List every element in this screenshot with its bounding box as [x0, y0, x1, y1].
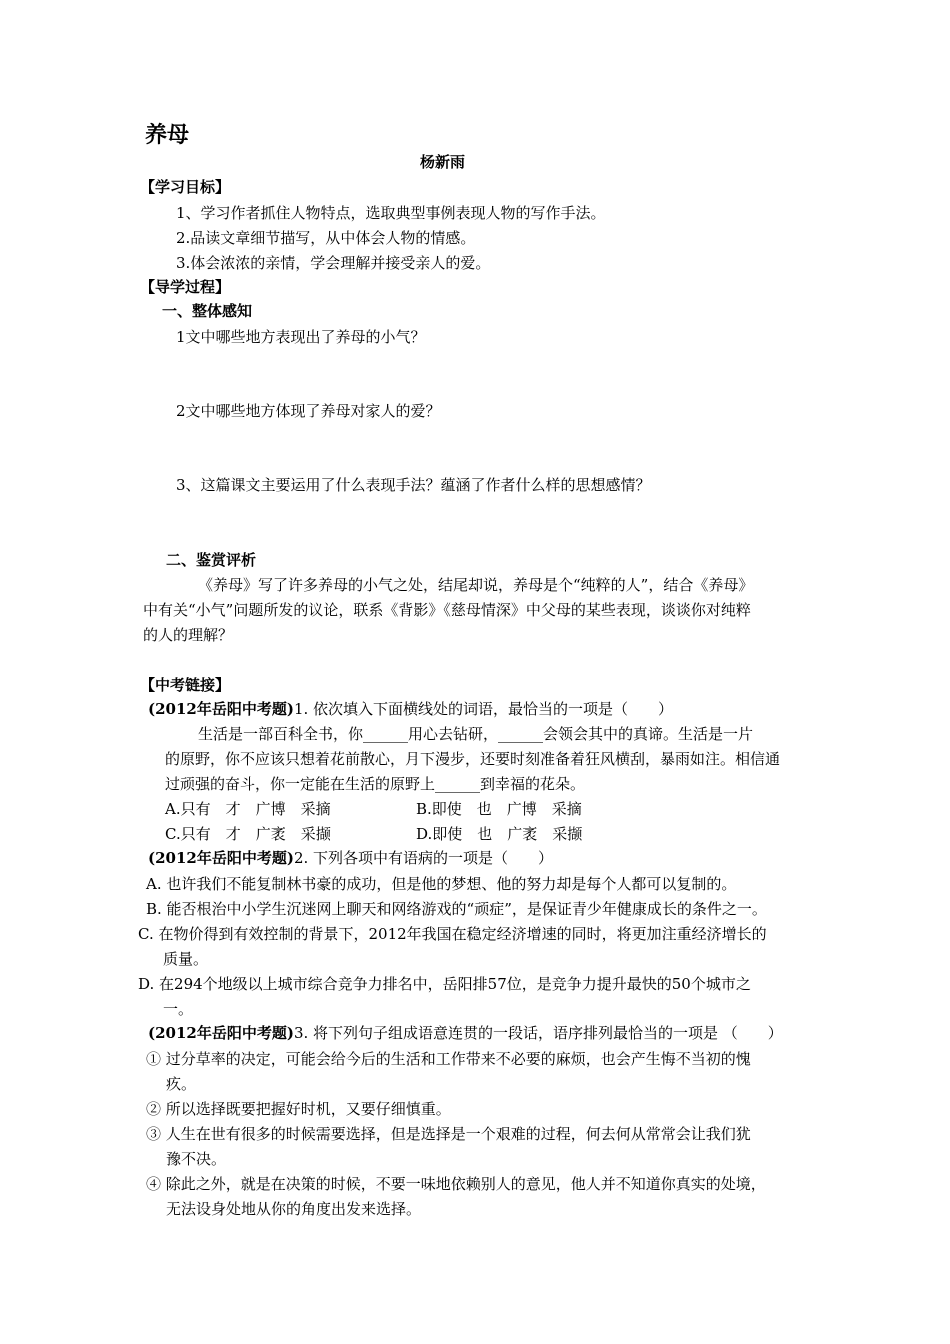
q1-option-c: C.只有 才 广袤 采撷: [165, 825, 331, 843]
q2-option: A. 也许我们不能复制林书豪的成功，但是他的梦想、他的努力却是每个人都可以复制的。: [146, 875, 737, 893]
objectives-header: 【学习目标】: [140, 178, 231, 196]
q3-item-cont: 无法设身处地从你的角度出发来选择。: [166, 1200, 422, 1218]
q1-passage-line: 过顽强的奋斗，你一定能在生活的原野上______到幸福的花朵。: [165, 775, 586, 793]
section2-heading: 二、鉴赏评析: [166, 551, 257, 569]
q3-item: ① 过分草率的决定，可能会给今后的生活和工作带来不必要的麻烦，也会产生悔不当初的愧: [146, 1050, 751, 1068]
objective-item: 2.品读文章细节描写，从中体会人物的情感。: [176, 229, 476, 247]
q1-passage-line: 的原野，你不应该只想着花前散心，月下漫步，还要时刻准备着狂风横刮，暴雨如注。相信通: [165, 750, 781, 768]
question-3: [148, 1023, 783, 1043]
section2-line: 中有关“小气”问题所发的议论，联系《背影》《慈母情深》中父母的某些表现，谈谈你对纯粹: [143, 601, 751, 619]
q2-option-cont: 一。: [163, 1000, 194, 1018]
q2-source: (2012年岳阳中考题): [148, 849, 294, 867]
q1-option-a: A.只有 才 广博 采摘: [165, 800, 331, 818]
q3-source: (2012年岳阳中考题): [148, 1024, 294, 1042]
objective-item: 1、学习作者抓住人物特点，选取典型事例表现人物的写作手法。: [176, 204, 606, 222]
section1-heading: 一、整体感知: [162, 302, 253, 320]
q1-passage-line: 生活是一部百科全书，你______用心去钻研，______会领会其中的真谛。生活是一片: [198, 725, 754, 743]
question-2: [148, 848, 553, 868]
q1-stem: 1. 依次填入下面横线处的词语，最恰当的一项是（ ）: [293, 700, 674, 718]
q3-stem: 3. 将下列句子组成语意连贯的一段话，语序排列最恰当的一项是 （ ）: [293, 1024, 783, 1042]
page-title: 养母: [145, 123, 190, 148]
q2-stem: 2. 下列各项中有语病的一项是（ ）: [293, 849, 554, 867]
q2-option-cont: 质量。: [163, 950, 209, 968]
question-1: [148, 699, 673, 719]
exam-header: 【中考链接】: [140, 676, 231, 694]
process-header: 【导学过程】: [140, 278, 231, 296]
objective-item: 3.体会浓浓的亲情，学会理解并接受亲人的爱。: [176, 254, 491, 272]
q2-option: D. 在294个地级以上城市综合竞争力排名中，岳阳排57位，是竞争力提升最快的50个城市之: [138, 975, 751, 993]
author: 杨新雨: [420, 153, 466, 171]
q1-source: (2012年岳阳中考题): [148, 700, 294, 718]
q3-item-cont: 豫不决。: [166, 1150, 227, 1168]
q2-option: C. 在物价得到有效控制的背景下，2012年我国在稳定经济增速的同时，将更加注重经济增长的: [138, 925, 767, 943]
question: 1文中哪些地方表现出了养母的小气？: [176, 328, 426, 346]
q3-item: ② 所以选择既要把握好时机，又要仔细慎重。: [146, 1100, 451, 1118]
q3-item-cont: 疚。: [166, 1075, 197, 1093]
question: 2文中哪些地方体现了养母对家人的爱？: [176, 402, 441, 420]
q3-item: ④ 除此之外，就是在决策的时候，不要一味地依赖别人的意见，他人并不知道你真实的处境，: [146, 1175, 766, 1193]
q1-option-b: B.即使 也 广博 采摘: [416, 800, 582, 818]
q1-option-d: D.即使 也 广袤 采撷: [416, 825, 583, 843]
question: 3、这篇课文主要运用了什么表现手法？蕴涵了作者什么样的思想感情？: [176, 476, 651, 494]
section2-line: 的人的理解？: [143, 626, 234, 644]
section2-line: 《养母》写了许多养母的小气之处，结尾却说，养母是个“纯粹的人”，结合《养母》: [198, 576, 754, 594]
q2-option: B. 能否根治中小学生沉迷网上聊天和网络游戏的“顽症”，是保证青少年健康成长的条件之一。: [146, 900, 767, 918]
q3-item: ③ 人生在世有很多的时候需要选择，但是选择是一个艰难的过程，何去何从常常会让我们犹: [146, 1125, 751, 1143]
